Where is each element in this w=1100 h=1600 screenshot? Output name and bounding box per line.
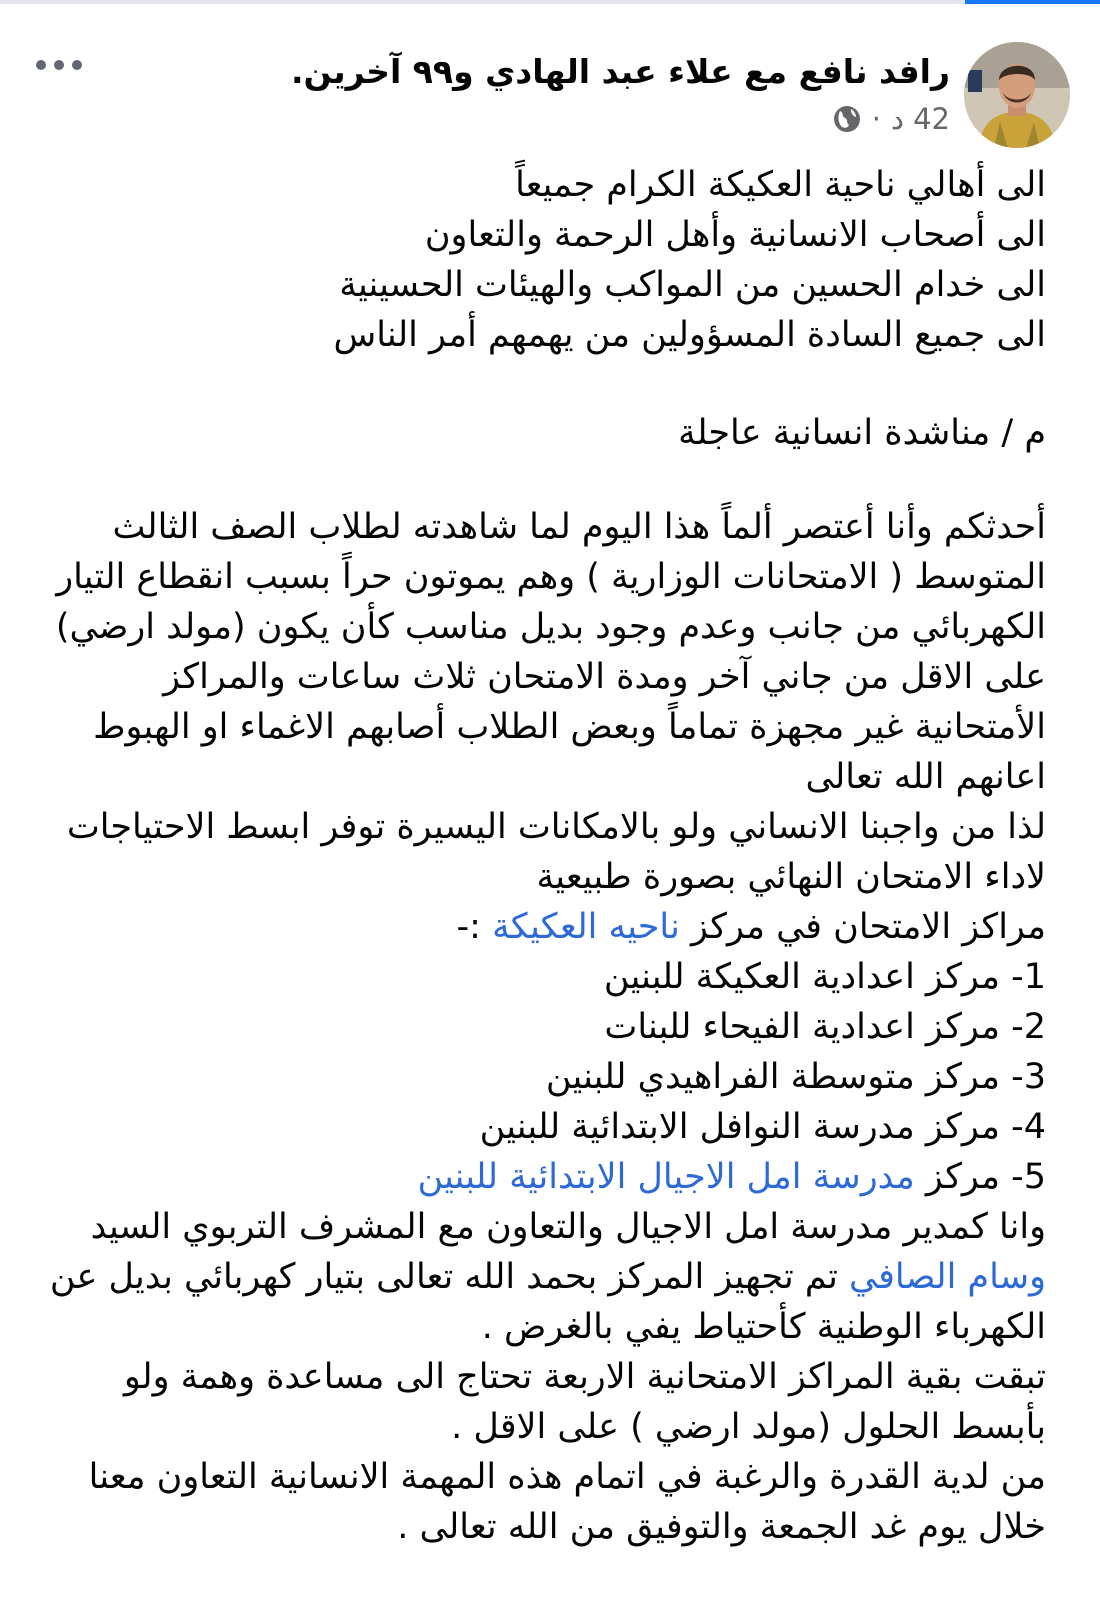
greeting-line: الى أصحاب الانسانية وأهل الرحمة والتعاون [424, 215, 1046, 255]
post-paragraph: من لدية القدرة والرغبة في اتمام هذه المهمة الانسانية التعاون معنا خلال يوم غد الجمعة والتوفيق من الله تعالى . [88, 1457, 1046, 1547]
meta-dot: · [871, 102, 881, 136]
post-time[interactable]: 42 د [890, 102, 950, 136]
center-item: 3- مركز متوسطة الفراهيدي للبنين [545, 1057, 1046, 1097]
post-paragraph [30, 1202, 1046, 1352]
paragraph-text: تم تجهيز المركز بحمد الله تعالى بتيار كهربائي بديل عن الكهرباء الوطنية كأحتياط يفي بالغرض . [49, 1257, 1046, 1347]
avatar-image [964, 42, 1070, 148]
center-item [30, 1152, 1046, 1202]
post-paragraph: لذا من واجبنا الانساني ولو بالامكانات اليسيرة توفر ابسط الاحتياجات لاداء الامتحان النهائي بصورة طبيعية [66, 807, 1046, 897]
spacer [30, 360, 1046, 408]
post-body [30, 160, 1046, 1552]
supervisor-tag-link[interactable]: وسام الصافي [849, 1257, 1046, 1297]
centers-intro-text: مراكز الامتحان في مركز [690, 907, 1046, 947]
centers-location-link[interactable]: ناحيه العكيكة [492, 907, 680, 947]
greeting-line: الى جميع السادة المسؤولين من يهمهم أمر الناس [333, 315, 1046, 355]
author-avatar[interactable] [964, 42, 1070, 148]
spacer [30, 458, 1046, 502]
top-divider [0, 0, 1100, 4]
greeting-line: الى أهالي ناحية العكيكة الكرام جميعاً [515, 165, 1046, 205]
school-page-link[interactable]: مدرسة امل الاجيال الابتدائية للبنين [417, 1157, 915, 1197]
post-header [0, 36, 1100, 156]
centers-intro [30, 902, 1046, 952]
paragraph-text: وانا كمدير مدرسة امل الاجيال والتعاون مع المشرف التربوي السيد [90, 1207, 1046, 1247]
centers-intro-suffix: :- [456, 907, 481, 947]
center-item: 2- مركز اعدادية الفيحاء للبنات [604, 1007, 1046, 1047]
center-item-prefix: 5- مركز [925, 1157, 1046, 1197]
post-paragraph: تبقت بقية المراكز الامتحانية الاربعة تحتاج الى مساعدة وهمة ولو بأبسط الحلول (مولد ارضي ) على الاقل . [123, 1357, 1046, 1447]
post-subject: م / مناشدة انسانية عاجلة [678, 413, 1046, 453]
post-author-line[interactable]: رافد نافع مع علاء عبد الهادي و٩٩ آخرين. [291, 52, 950, 91]
greeting-line: الى خدام الحسين من المواكب والهيئات الحسينية [339, 265, 1046, 305]
center-item: 1- مركز اعدادية العكيكة للبنين [603, 957, 1046, 997]
more-dot [72, 60, 82, 70]
post-meta [832, 99, 950, 139]
more-dot [36, 60, 46, 70]
active-tab-indicator [965, 0, 1100, 4]
globe-icon[interactable] [832, 104, 862, 134]
post-paragraph: أحدثكم وأنا أعتصر ألماً هذا اليوم لما شاهدته لطلاب الصف الثالث المتوسط ( الامتحانات الوزارية ) وهم يموتون حراً بسبب انقطاع التيار الكهربائي من جانب وعدم وجود بديل مناسب كأن يكون (مولد ارضي) على الاقل من جاني آخر ومدة الامتحان ثلاث ساعات والمراكز الأمتحانية غير مجهزة تماماً وبعض الطلاب أصابهم الاغماء او الهبوط اعانهم الله تعالى [55, 507, 1046, 797]
more-options-icon[interactable] [36, 58, 82, 72]
more-dot [54, 60, 64, 70]
center-item: 4- مركز مدرسة النوافل الابتدائية للبنين [479, 1107, 1046, 1147]
